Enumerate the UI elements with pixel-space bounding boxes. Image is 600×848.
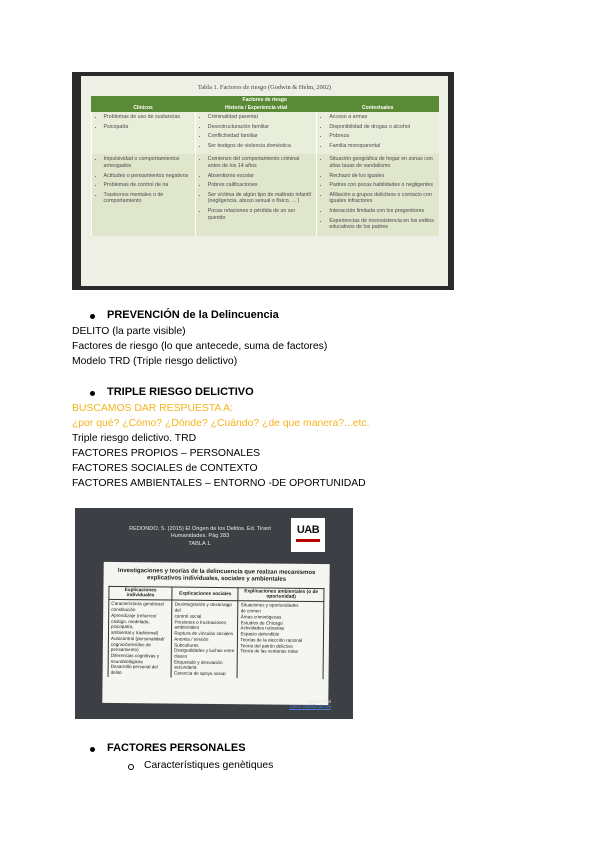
list-item: • Trastornos mentales o de comportamiento (104, 192, 192, 205)
table-caption: Tabla 1. Factores de riesgo (Godwin & Helm, 2002) (197, 84, 332, 91)
bullet-icon (90, 391, 95, 396)
list-contextuales-1 (320, 114, 435, 149)
cell-line: Aprendizaje (refuerzo/ (111, 612, 157, 619)
text-line: DELITO (la parte visible) (72, 326, 186, 337)
col-ambientales (238, 601, 324, 679)
cell-line: Ruptura de vínculos sociales (174, 630, 234, 637)
text-line: Triple riesgo delictivo. TRD (72, 433, 197, 444)
slide-header (115, 526, 285, 548)
credit-name: Carlos Vidal (306, 699, 331, 704)
col-header-clinicos: Clínicos (91, 104, 195, 112)
col-individuales (108, 600, 172, 678)
list-item: • Rechazo de los iguales (329, 173, 435, 180)
text-line: FACTORES SOCIALES de CONTEXTO (72, 463, 258, 474)
list-item: • Pobreza (329, 133, 435, 140)
cell-line: Anomia / tensión (174, 636, 209, 642)
list-item: • Situación geográfica de hogar en zonas con altas tasas de vandalismo (329, 156, 435, 169)
heading-prevencion: PREVENCIÓN de la Delincuencia (107, 309, 279, 321)
list-item: • Disponibilidad de drogas o alcohol (329, 124, 435, 131)
list-item: • Acceso a armas (329, 114, 435, 121)
list-item: • Experiencias de inconsistencia en los estilos educativos de los padres (329, 218, 435, 231)
text-line: Factores de riesgo (lo que antecede, suma de factores) (72, 341, 328, 352)
col-header-historia: Historia / Experiencia vital (195, 104, 317, 112)
list-item: • Padres con pocas habilidades o negligentes (329, 182, 435, 189)
slide-header-line: Humanidades. Pág 283 (170, 533, 230, 540)
list-item: • Problemas de uso de sustancias (104, 114, 192, 121)
list-clinicos-1 (95, 114, 192, 130)
slide-header-line: TABLA 1. (188, 540, 212, 547)
cell-line: control social (174, 613, 202, 619)
text-line: Modelo TRD (Triple riesgo delictivo) (72, 356, 238, 367)
paper-title: Investigaciones y teorías de la delincuencia que realzan mecanismos explicativos individuales, sociales y ambientales (117, 567, 316, 583)
list-contextuales-2 (320, 156, 435, 230)
list-item: • Impulsividad o comportamientos arriesgados (104, 156, 192, 169)
list-item: • Comienzo del comportamiento criminal antes de los 14 años (208, 156, 314, 169)
cell-line: Actividades rutinarias (240, 625, 285, 632)
cell-line: castigo, modelado, psicopatía, (111, 618, 150, 630)
orange-text-line: BUSCAMOS DAR RESPUESTA A: (72, 403, 233, 414)
cell-line: Autocontrol (personalidad/ (110, 635, 165, 642)
cell-line: constitución (111, 607, 136, 613)
col-header: Explicaciones ambientales (o de oportunidad) (238, 588, 324, 602)
cell-line: Características genéticas/ (111, 601, 165, 607)
table-row (108, 600, 324, 679)
list-item: • Absentismo escolar (208, 173, 314, 180)
list-item: • Afiliación a grupos delictivos o contacto con iguales infractores (329, 192, 435, 205)
cell-line: Desintegración y desarraigo del (174, 601, 232, 613)
list-item: • Problemas de control de ira (104, 182, 192, 189)
table-row (91, 112, 439, 154)
cell-line: Teoría del patrón delictivo (240, 642, 293, 649)
risk-factors-table-image (72, 72, 454, 290)
circle-bullet-icon (128, 764, 134, 770)
table-panel (81, 76, 448, 286)
cell-line: Carencia de apoyo social (173, 670, 226, 677)
list-item: • Psicopatía (104, 124, 192, 131)
list-item: • Desestructuración familiar (208, 124, 314, 131)
sub-list-item: Característiques genètiques (144, 760, 274, 771)
cell-line: ambiental y tradicional) (110, 629, 159, 636)
list-historia-2 (199, 156, 314, 221)
cell-line: Desigualdades y luchas entre clases (174, 647, 235, 659)
cell-line: Etiquetado y desviación secundaria (173, 659, 223, 671)
list-historia-1 (199, 114, 314, 149)
explanations-table (108, 586, 325, 679)
list-item: • Interacción limitada con los progenitores (329, 208, 435, 215)
logo-text: UAB (296, 524, 320, 536)
heading-factores-personales: FACTORES PERSONALES (107, 742, 246, 754)
paper-sheet (102, 562, 329, 705)
col-sociales (171, 600, 238, 678)
cell-line: Situaciones y oportunidades (240, 602, 299, 609)
text-line: FACTORES PROPIOS – PERSONALES (72, 448, 261, 459)
cell-line: cognición/estilos de pensamiento) (110, 641, 152, 653)
table-row (91, 154, 439, 235)
cell-line: Teoría de las ventanas rotas (240, 648, 299, 655)
col-header: Explicaciones individuales (109, 587, 172, 601)
heading-triple-riesgo: TRIPLE RIESGO DELICTIVO (107, 386, 254, 398)
cell-line: ambientales (174, 624, 200, 631)
cell-line: neurobiológicas (110, 658, 143, 664)
col-header: Explicaciones sociales (172, 587, 238, 601)
group-header: Factores de riesgo (91, 96, 439, 104)
cell-line: Espacio defendible (240, 631, 280, 637)
cell-line: Desarrollo personal del delito (110, 664, 158, 676)
list-item: • Pocas relaciones o pérdida de un ser querido (208, 208, 314, 221)
risk-factors-table (91, 96, 439, 236)
cell-line: Áreas criminógenas (240, 614, 282, 620)
bullet-icon (90, 314, 95, 319)
cell-line: de crimen (240, 608, 261, 614)
credit-link[interactable]: carlos.vidal@uab.cat (289, 704, 331, 709)
slide-header-line: REDONDO, S. (2015) El Origen de los Delitos. Ed. Tirant (129, 526, 271, 532)
slide-credit (289, 699, 331, 709)
list-item: • Actitudes o pensamientos negativos (104, 173, 192, 180)
list-clinicos-2 (95, 156, 192, 205)
orange-text-line: ¿por qué? ¿Cómo? ¿Dónde? ¿Cuándo? ¿de que manera?...etc. (72, 418, 370, 429)
col-header-contextuales: Contextuales (317, 104, 439, 112)
cell-line: Estudios de Chicago (240, 619, 283, 626)
cell-line: Presiones o frustraciones (174, 619, 227, 625)
list-item: • Conflictividad familiar (208, 133, 314, 140)
cell-line: Teorías de la elección racional (240, 637, 303, 643)
cell-line: Subculturas (174, 642, 199, 648)
slide-photo-image (75, 508, 353, 719)
cell-line: Diferencias cognitivas y (110, 652, 160, 659)
list-item: • Familia monoparental (329, 143, 435, 150)
uab-logo (291, 518, 325, 552)
list-item: • Ser testigos de violencia doméstica (208, 143, 314, 150)
list-item: • Ser víctima de algún tipo de maltrato infantil (negligencia, abuso sexual o físico, ... ) (208, 192, 314, 205)
list-item: • Criminalidad parental (208, 114, 314, 121)
bullet-icon (90, 747, 95, 752)
list-item: • Pobres calificaciones (208, 182, 314, 189)
text-line: FACTORES AMBIENTALES – ENTORNO -DE OPORTUNIDAD (72, 478, 366, 489)
